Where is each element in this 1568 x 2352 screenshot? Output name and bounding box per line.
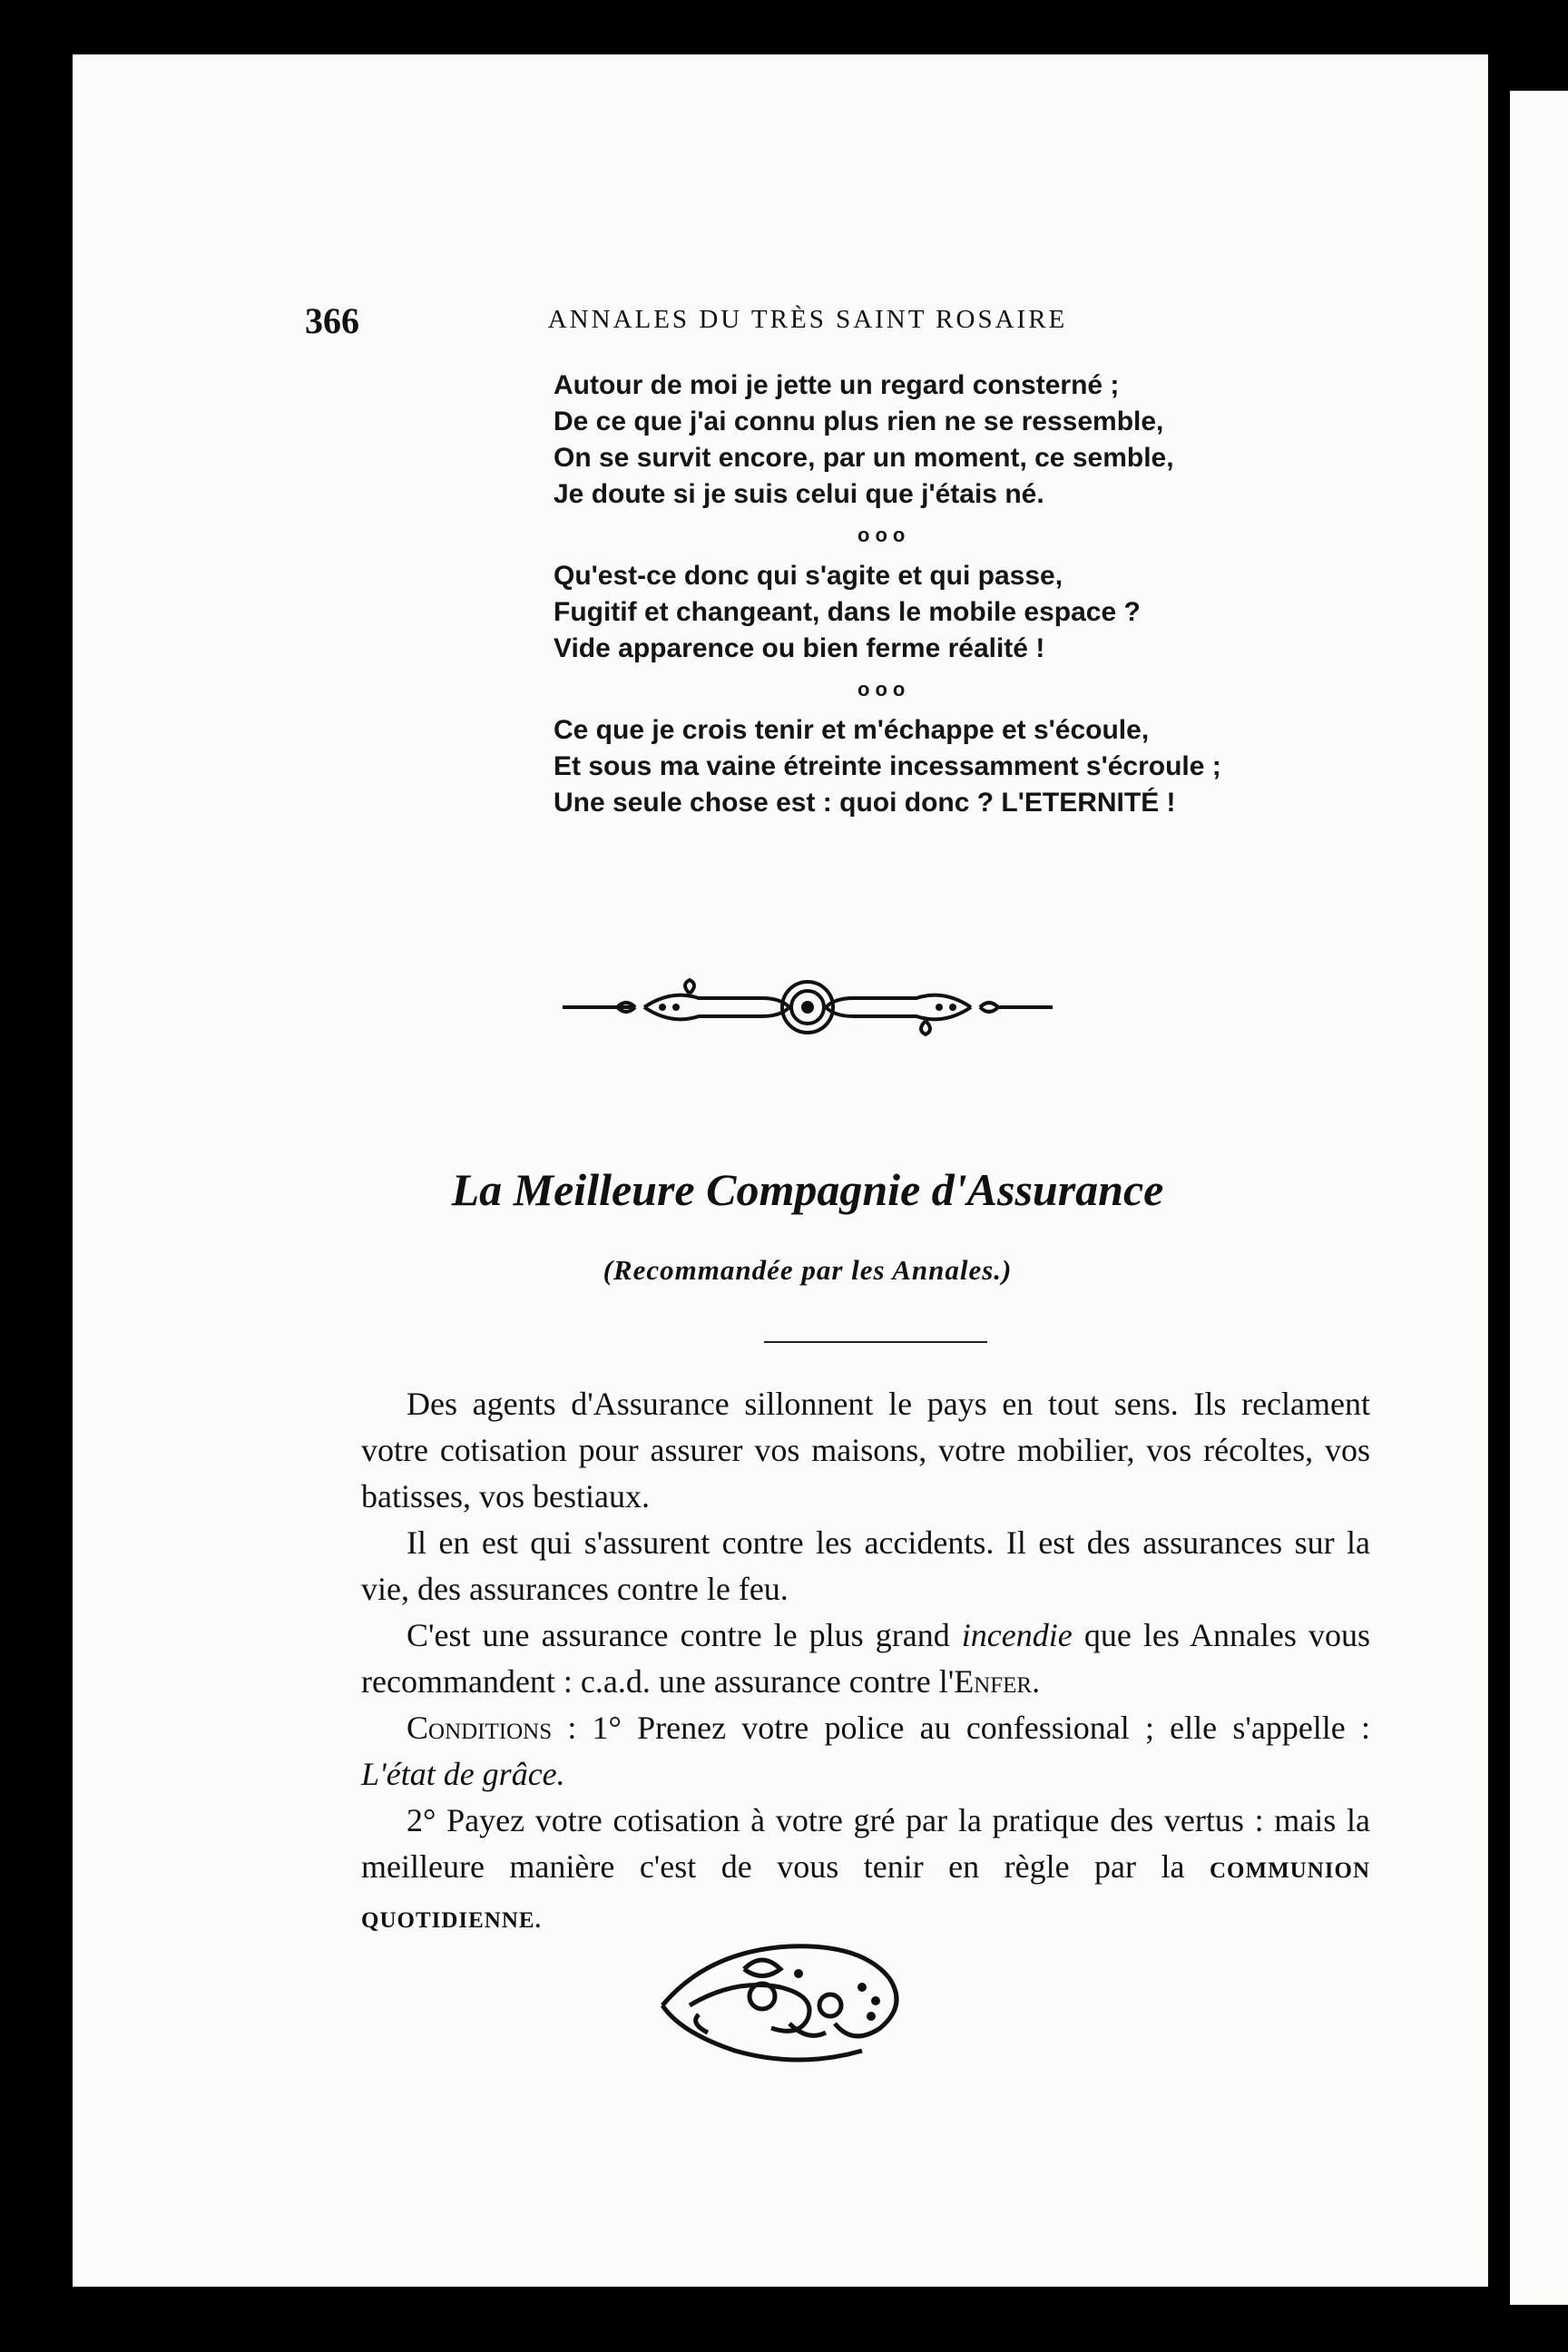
poem-stanza-2 xyxy=(554,558,1279,667)
emphasis: L'état de grâce. xyxy=(361,1756,565,1792)
text-run: C'est une assurance contre le plus grand xyxy=(407,1617,962,1653)
poem-line: Vide apparence ou bien ferme réalité ! xyxy=(554,633,1045,663)
poem-stanza-1 xyxy=(554,368,1279,513)
paragraph: Il en est qui s'assurent contre les accidents. Il est des assurances sur la vie, des assurances contre le feu. xyxy=(361,1524,1370,1607)
floral-tailpiece-ornament xyxy=(653,1933,926,2069)
paragraph: Des agents d'Assurance sillonnent le pays en tout sens. Ils reclament votre cotisation pour assurer vos maisons, votre mobilier, vos récoltes, vos batisses, vos bestiaux. xyxy=(361,1386,1370,1514)
article-subtitle: (Recommandée par les Annales.) xyxy=(603,1254,1013,1286)
poem-stanza-3 xyxy=(554,712,1279,821)
poem-line: Fugitif et changeant, dans le mobile espace ? xyxy=(554,597,1141,627)
poem-line: On se survit encore, par un moment, ce semble, xyxy=(554,443,1174,473)
small-caps: COMMUNION QUOTIDIENNE. xyxy=(361,1858,1370,1933)
poem-line: Qu'est-ce donc qui s'agite et qui passe, xyxy=(554,561,1063,591)
poem-line: Je doute si je suis celui que j'étais né. xyxy=(554,479,1044,509)
scroll-divider-ornament xyxy=(563,966,1053,1048)
poem-line: Et sous ma vaine étreinte incessamment s'écroule ; xyxy=(554,751,1221,781)
article-body xyxy=(361,1381,1370,1944)
poem-line: Autour de moi je jette un regard consterné ; xyxy=(554,370,1120,400)
running-title: ANNALES DU TRÈS SAINT ROSAIRE xyxy=(547,305,1068,334)
poem-line: Ce que je crois tenir et m'échappe et s'écoule, xyxy=(554,715,1150,745)
paragraph xyxy=(361,1798,1370,1944)
poem-line: De ce que j'ai connu plus rien ne se ressemble, xyxy=(554,407,1164,436)
book-page xyxy=(73,54,1488,2287)
stanza-separator: ooo xyxy=(858,524,911,546)
text-run: : 1° Prenez votre police au confessional ; elle s'appelle : xyxy=(552,1710,1370,1746)
text-run: que les Annales vous recommandent : c.a.d. une assurance contre l' xyxy=(361,1617,1370,1700)
emphasis: incendie xyxy=(961,1617,1073,1653)
small-caps: Enfer. xyxy=(954,1663,1041,1700)
paragraph xyxy=(361,1612,1370,1705)
poem-line: Une seule chose est : quoi donc ? L'ETERNITÉ ! xyxy=(554,788,1176,818)
paragraph xyxy=(361,1705,1370,1798)
divider-rule xyxy=(764,1341,987,1343)
stanza-separator: ooo xyxy=(858,678,911,701)
page-number: 366 xyxy=(305,300,359,341)
article-title: La Meilleure Compagnie d'Assurance xyxy=(451,1164,1164,1215)
adjacent-page-edge xyxy=(1510,91,1568,2305)
poem xyxy=(554,368,1279,821)
text-run: 2° Payez votre cotisation à votre gré par la pratique des vertus : mais la meilleure manière c'est de vous tenir en règle par la xyxy=(361,1802,1370,1885)
small-caps: Conditions xyxy=(407,1710,553,1746)
